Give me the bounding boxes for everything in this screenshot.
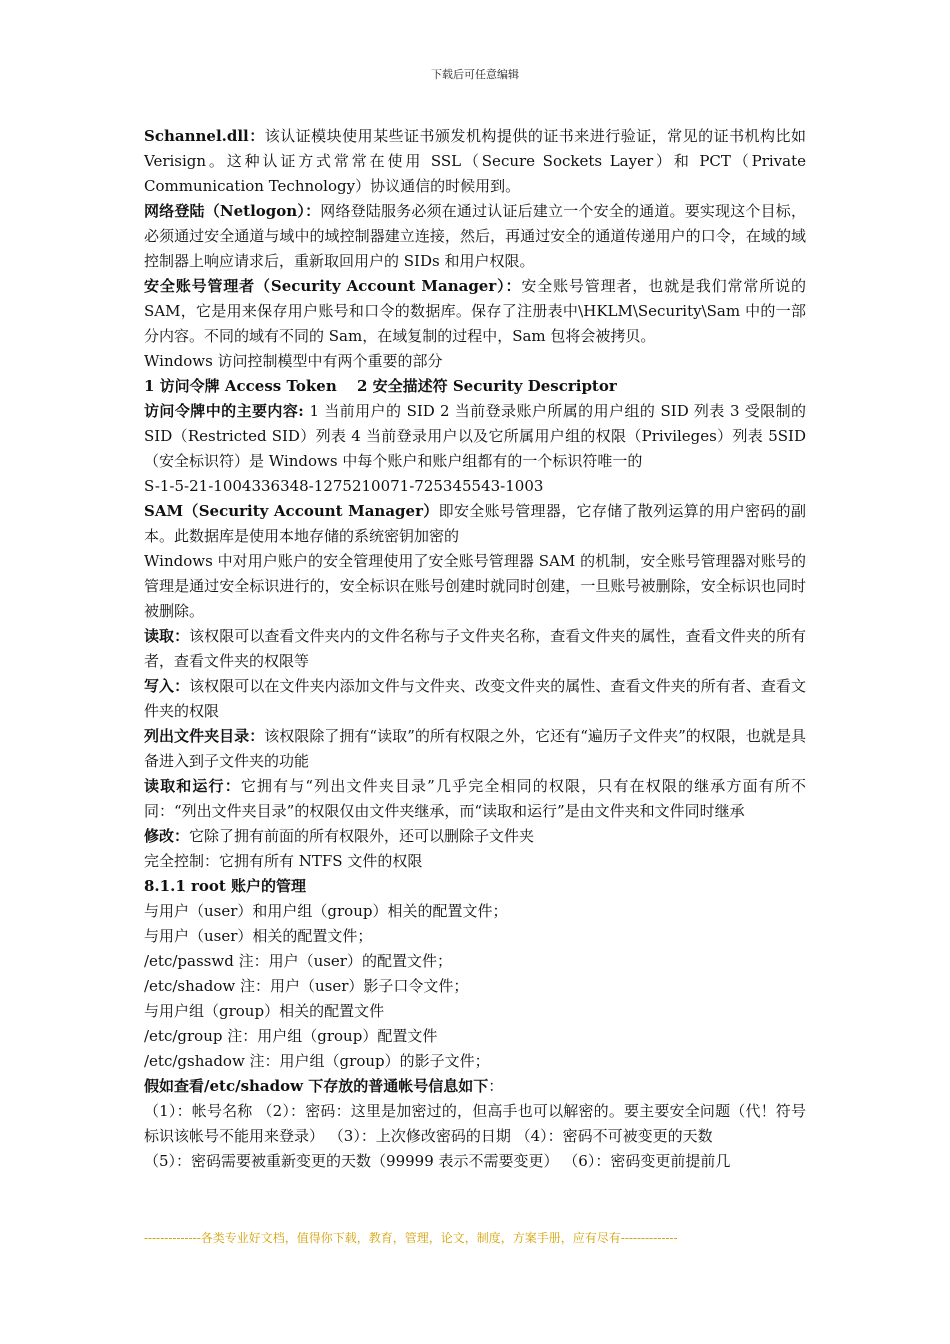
paragraph-text: 该权限可以在文件夹内添加文件与文件夹、改变文件夹的属性、查看文件夹的所有者、查看文件夹的权限 xyxy=(144,677,806,720)
paragraph xyxy=(144,899,806,924)
paragraph-text: 它拥有与“列出文件夹目录”几乎完全相同的权限，只有在权限的继承方面有所不同：“列出文件夹目录”的权限仅由文件夹继承，而“读取和运行”是由文件夹和文件同时继承 xyxy=(144,777,806,820)
paragraph xyxy=(144,1099,806,1149)
paragraph-text: （1）：帐号名称 （2）：密码：这里是加密过的，但高手也可以解密的。要主要安全问题（代！符号标识该帐号不能用来登录） （3）：上次修改密码的日期 （4）：密码不可被变更的天数 xyxy=(144,1102,806,1145)
paragraph xyxy=(144,924,806,949)
document-body xyxy=(144,124,806,1174)
paragraph-text: 该认证模块使用某些证书颁发机构提供的证书来进行验证，常见的证书机构比如 Verisign。这种认证方式常常在使用 SSL（Secure Sockets Layer）和 PCT（Private Communication Technology）协议通信的时候用到。 xyxy=(144,127,806,195)
paragraph-text: S-1-5-21-1004336348-1275210071-725345543-1003 xyxy=(144,477,544,495)
paragraph-text: 即安全账号管理器，它存储了散列运算的用户密码的副本。此数据库是使用本地存储的系统密钥加密的 xyxy=(144,502,806,545)
paragraph xyxy=(144,849,806,874)
paragraph xyxy=(144,724,806,774)
paragraph-text: 1 当前用户的 SID 2 当前登录账户所属的用户组的 SID 列表 3 受限制的 SID（Restricted SID）列表 4 当前登录用户以及它所属用户组的权限（Privileges）列表 5SID（安全标识符）是 Windows 中每个账户和账户组都有的一个标识符唯一的 xyxy=(144,402,807,470)
paragraph xyxy=(144,774,806,824)
page-footer: --------------各类专业好文档，值得你下载，教育，管理，论文，制度，方案手册，应有尽有-------------- xyxy=(144,1231,678,1245)
paragraph-text: /etc/gshadow 注：用户组（group）的影子文件； xyxy=(144,1052,490,1070)
paragraph-bold-lead: 1 访问令牌 Access Token 2 安全描述符 Security Descriptor xyxy=(144,377,617,395)
paragraph xyxy=(144,624,806,674)
paragraph-text: 该权限除了拥有“读取”的所有权限之外，它还有“遍历子文件夹”的权限，也就是具备进入到子文件夹的功能 xyxy=(144,727,806,770)
paragraph-text: Windows 中对用户账户的安全管理使用了安全账号管理器 SAM 的机制，安全账号管理器对账号的管理是通过安全标识进行的，安全标识在账号创建时就同时创建，一旦账号被删除，安全标识也同时被删除。 xyxy=(144,552,806,620)
paragraph-text: 与用户组（group）相关的配置文件 xyxy=(144,1002,385,1020)
paragraph xyxy=(144,974,806,999)
paragraph-bold-lead: SAM（Security Account Manager） xyxy=(144,502,439,520)
paragraph-bold-lead: 读取和运行： xyxy=(144,777,241,795)
page-header: 下载后可任意编辑 xyxy=(431,68,519,81)
paragraph xyxy=(144,824,806,849)
paragraph xyxy=(144,124,806,199)
paragraph-text: /etc/passwd 注：用户（user）的配置文件； xyxy=(144,952,452,970)
paragraph xyxy=(144,349,806,374)
paragraph-bold-lead: 安全账号管理者（Security Account Manager）： xyxy=(144,277,522,295)
paragraph xyxy=(144,874,806,899)
paragraph-text: 该权限可以查看文件夹内的文件名称与子文件夹名称，查看文件夹的属性，查看文件夹的所有者，查看文件夹的权限等 xyxy=(144,627,806,670)
paragraph xyxy=(144,1049,806,1074)
paragraph xyxy=(144,399,806,474)
paragraph-bold-lead: 网络登陆（Netlogon）： xyxy=(144,202,321,220)
paragraph xyxy=(144,499,806,549)
paragraph-text: ： xyxy=(488,1077,504,1095)
paragraph xyxy=(144,199,806,274)
paragraph-text: Windows 访问控制模型中有两个重要的部分 xyxy=(144,352,443,370)
paragraph xyxy=(144,999,806,1024)
paragraph-text: 完全控制：它拥有所有 NTFS 文件的权限 xyxy=(144,852,423,870)
paragraph xyxy=(144,549,806,624)
paragraph-text: /etc/shadow 注：用户（user）影子口令文件； xyxy=(144,977,469,995)
paragraph-bold-lead: 列出文件夹目录： xyxy=(144,727,265,745)
paragraph-bold-lead: 访问令牌中的主要内容: xyxy=(144,402,310,420)
paragraph-text: 安全账号管理者，也就是我们常常所说的 SAM，它是用来保存用户账号和口令的数据库。保存了注册表中\HKLM\Security\Sam 中的一部分内容。不同的域有不同的 Sam，在域复制的过程中，Sam 包将会被拷贝。 xyxy=(144,277,806,345)
paragraph xyxy=(144,1149,806,1174)
paragraph xyxy=(144,474,806,499)
paragraph-text: 它除了拥有前面的所有权限外，还可以删除子文件夹 xyxy=(189,827,535,845)
paragraph-bold-lead: 假如查看/etc/shadow 下存放的普通帐号信息如下 xyxy=(144,1077,489,1095)
paragraph-text: /etc/group 注：用户组（group）配置文件 xyxy=(144,1027,438,1045)
paragraph-text: 与用户（user）和用户组（group）相关的配置文件； xyxy=(144,902,508,920)
paragraph-bold-lead: Schannel.dll： xyxy=(144,127,265,145)
paragraph-text: 网络登陆服务必须在通过认证后建立一个安全的通道。要实现这个目标，必须通过安全通道与域中的域控制器建立连接，然后，再通过安全的通道传递用户的口令，在域的域控制器上响应请求后，重新取回用户的 SIDs 和用户权限。 xyxy=(144,202,806,270)
paragraph-bold-lead: 读取： xyxy=(144,627,190,645)
paragraph xyxy=(144,1024,806,1049)
paragraph xyxy=(144,1074,806,1099)
paragraph xyxy=(144,374,806,399)
paragraph-text: 与用户（user）相关的配置文件； xyxy=(144,927,373,945)
paragraph xyxy=(144,949,806,974)
paragraph-bold-lead: 写入： xyxy=(144,677,190,695)
paragraph xyxy=(144,674,806,724)
paragraph-bold-lead: 8.1.1 root 账户的管理 xyxy=(144,877,307,895)
paragraph-text: （5）：密码需要被重新变更的天数（99999 表示不需要变更） （6）：密码变更前提前几 xyxy=(144,1152,731,1170)
paragraph-bold-lead: 修改： xyxy=(144,827,190,845)
paragraph xyxy=(144,274,806,349)
